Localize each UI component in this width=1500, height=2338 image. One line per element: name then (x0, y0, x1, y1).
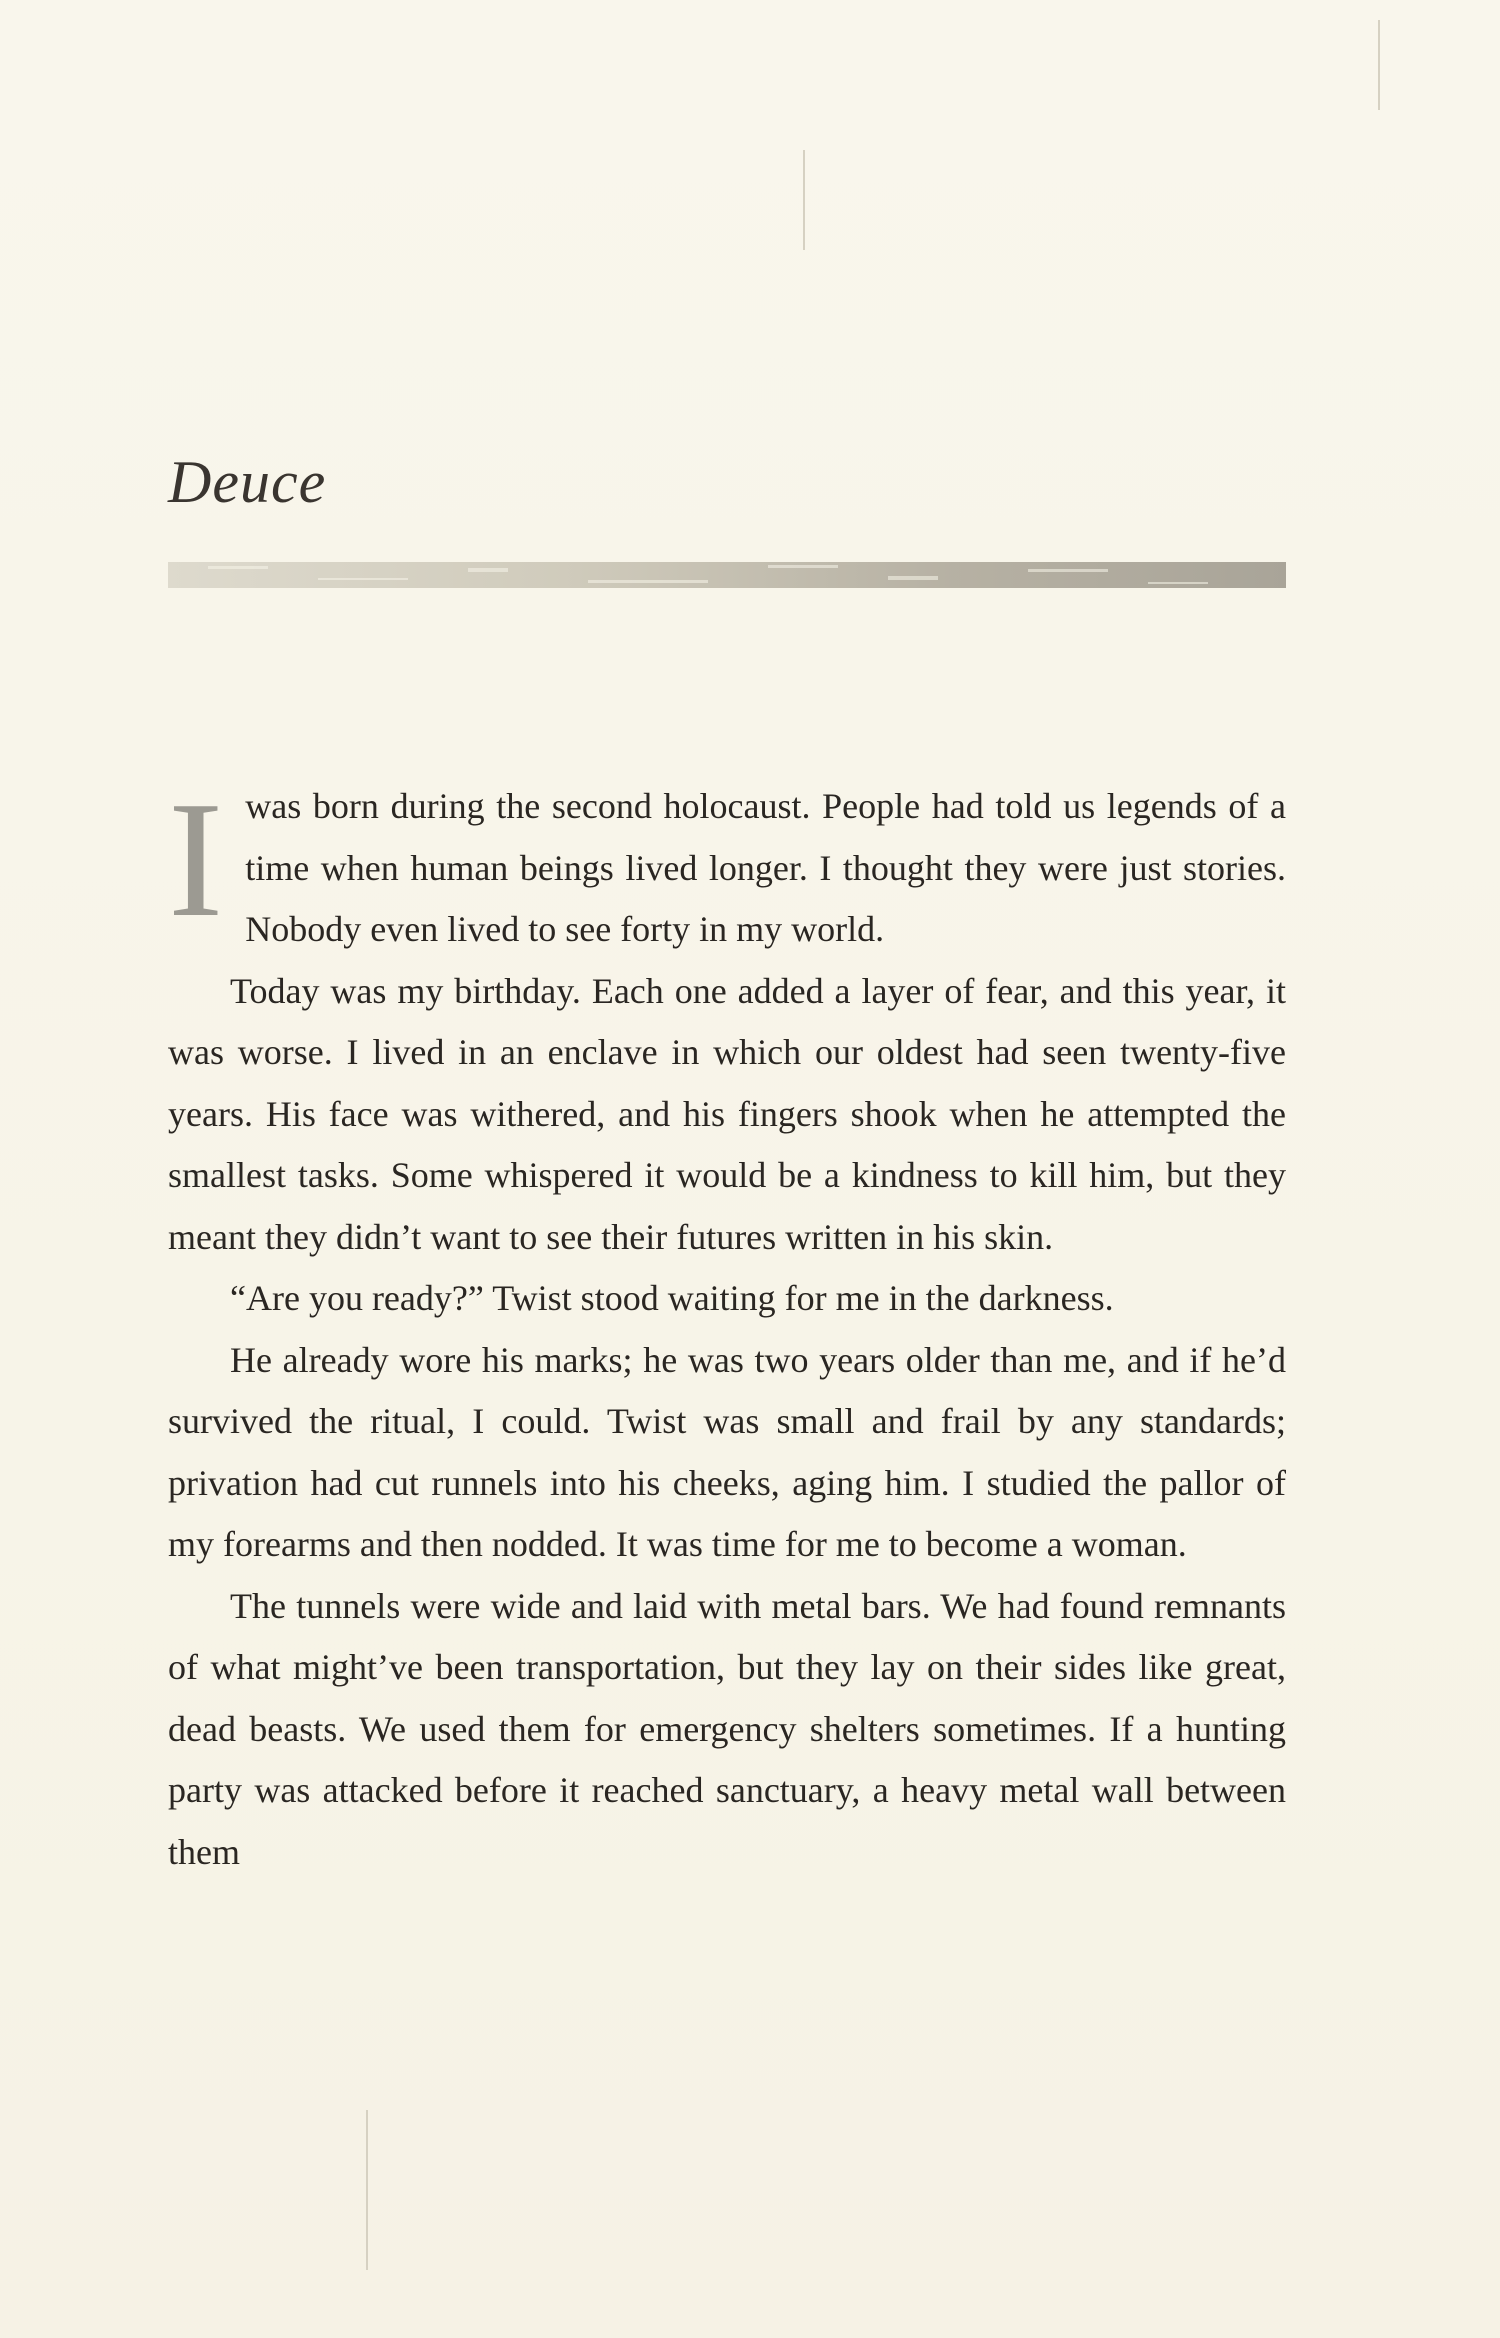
paragraph: Today was my birthday. Each one added a layer of fear, and this year, it was worse. I lived in an enclave in which our oldest had seen twenty-five years. His face was withered, and his fingers shook when he attempted the smallest tasks. Some whispered it would be a kindness to kill him, but they meant they didn’t want to see their futures written in his skin. (168, 970, 1286, 1257)
story-text (168, 767, 1286, 1883)
scan-mark (366, 2110, 368, 2270)
chapter-title: Deuce (168, 449, 327, 515)
scan-mark (1378, 20, 1380, 110)
paragraph: “Are you ready?” Twist stood waiting for me in the darkness. (230, 1278, 1114, 1318)
drop-cap: I (168, 767, 224, 951)
paragraph: The tunnels were wide and laid with metal bars. We had found remnants of what might’ve been transportation, but they lay on their sides like great, dead beasts. We used them for emergency shelters sometimes. If a hunting party was attacked before it reached sanctuary, a heavy metal wall between them (168, 1585, 1286, 1872)
scan-mark (803, 150, 805, 250)
paragraph: Iwas born during the second holocaust. People had told us legends of a time when human beings lived longer. I thought they were just stories. Nobody even lived to see forty in my world. (168, 767, 1286, 951)
paragraph: He already wore his marks; he was two years older than me, and if he’d survived the ritual, I could. Twist was small and frail by any standards; privation had cut runnels into his cheeks, aging him. I studied the pallor of my forearms and then nodded. It was time for me to become a woman. (168, 1339, 1286, 1564)
chapter-ornament-rule (168, 558, 1286, 592)
